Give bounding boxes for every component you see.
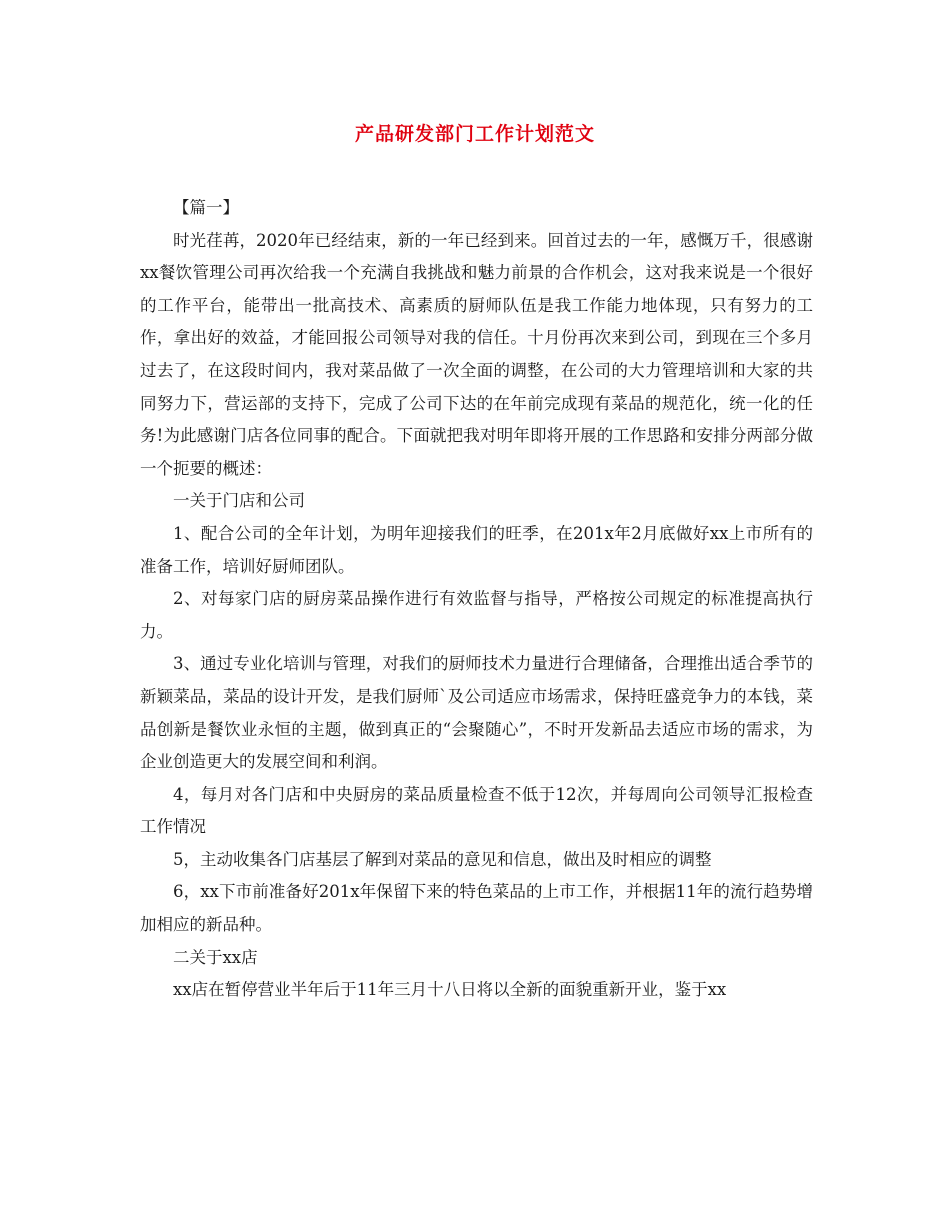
- document-body: [140, 192, 813, 1007]
- intro-paragraph: 时光荏苒，2020年已经结束，新的一年已经到来。回首过去的一年，感慨万千，很感谢xx餐饮管理公司再次给我一个充满自我挑战和魅力前景的合作机会，这对我来说是一个很好的工作平台，能带出一批高技术、高素质的厨师队伍是我工作能力地体现，只有努力的工作，拿出好的效益，才能回报公司领导对我的信任。十月份再次来到公司，到现在三个多月过去了，在这段时间内，我对菜品做了一次全面的调整，在公司的大力管理培训和大家的共同努力下，营运部的支持下，完成了公司下达的在年前完成现有菜品的规范化，统一化的任务!为此感谢门店各位同事的配合。下面就把我对明年即将开展的工作思路和安排分两部分做一个扼要的概述：: [140, 230, 813, 478]
- list-item-1: 1、配合公司的全年计划，为明年迎接我们的旺季，在201x年2月底做好xx上市所有的准备工作，培训好厨师团队。: [140, 523, 813, 576]
- document-title: 产品研发部门工作计划范文: [354, 123, 595, 145]
- list-item-2: 2、对每家门店的厨房菜品操作进行有效监督与指导，严格按公司规定的标准提高执行力。: [140, 589, 813, 641]
- section-heading-stores-company: 一关于门店和公司: [173, 491, 305, 511]
- list-item-6: 6，xx下市前准备好201x年保留下来的特色菜品的上市工作，并根据11年的流行趋势增加相应的新品种。: [140, 882, 813, 935]
- list-item-5: 5，主动收集各门店基层了解到对菜品的意见和信息，做出及时相应的调整: [173, 849, 712, 869]
- xx-store-paragraph: xx店在暂停营业半年后于11年三月十八日将以全新的面貌重新开业，鉴于xx: [173, 980, 727, 1000]
- list-item-4: 4，每月对各门店和中央厨房的菜品质量检查不低于12次，并每周向公司领导汇报检查工作情况: [140, 784, 813, 837]
- section-heading-part-one: 【篇一】: [173, 198, 239, 217]
- section-heading-xx-store: 二关于xx店: [173, 947, 258, 967]
- list-item-3: 3、通过专业化培训与管理，对我们的厨师技术力量进行合理储备，合理推出适合季节的新颖菜品，菜品的设计开发，是我们厨师`及公司适应市场需求，保持旺盛竞争力的本钱，菜品创新是餐饮业永恒的主题，做到真正的“会聚随心”，不时开发新品去适应市场的需求，为企业创造更大的发展空间和利润。: [140, 654, 813, 772]
